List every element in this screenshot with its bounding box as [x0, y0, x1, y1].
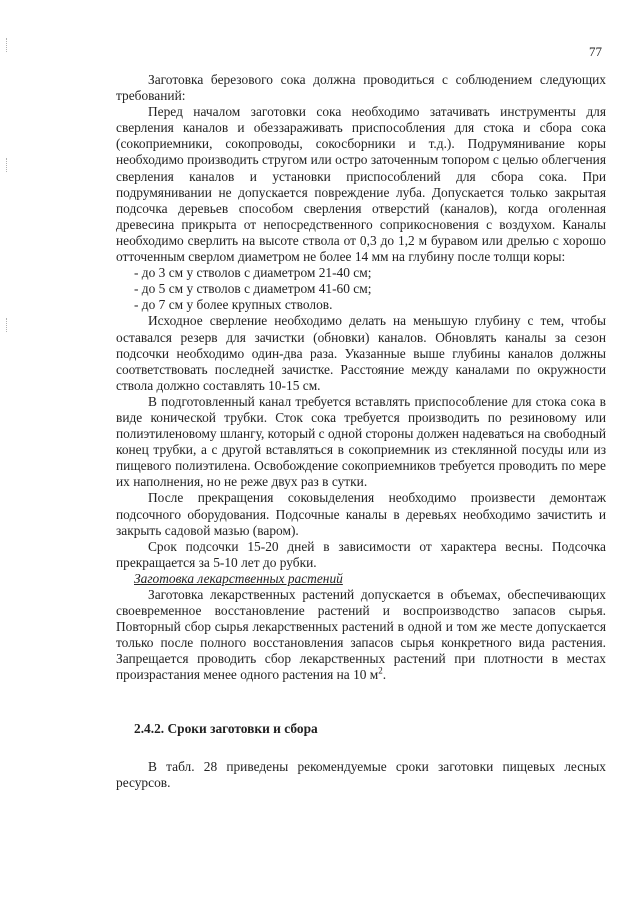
list-item: - до 5 см у стволов с диаметром 41-60 см; — [134, 281, 372, 297]
table-reference-paragraph: В табл. 28 приведены рекомендуемые сроки заготовки пищевых лесных ресурсов. — [116, 759, 606, 791]
medicinal-plants-paragraph — [116, 587, 606, 684]
section-heading: 2.4.2. Сроки заготовки и сбора — [134, 721, 318, 736]
medicinal-plants-subheading: Заготовка лекарственных растений — [134, 570, 343, 586]
dismantling-paragraph: После прекращения соковыделения необходимо произвести демонтаж подсочного оборудования. Подсочные каналы в деревьях необходимо зачистить и закрыть садовой мазью (варом). — [116, 490, 606, 538]
paragraph-text: Заготовка лекарственных растений допускается в объемах, обеспечивающих своевременное восстановление растений и воспроизводство запасов сырья. Повторный сбор сырья лекарственных растений в одной и том же месте допускается только после полного восстановления запасов сырья конкретного вида растения. Запрещается проводить сбор лекарственных растений при плотности в местах произрастания менее одного растения на 10 м — [116, 587, 606, 683]
list-item: - до 3 см у стволов с диаметром 21-40 см; — [134, 265, 372, 281]
list-item: - до 7 см у более крупных стволов. — [134, 297, 333, 313]
page-number: 77 — [589, 44, 602, 59]
section-body — [116, 759, 606, 791]
tapping-requirements-paragraph: Перед началом заготовки сока необходимо затачивать инструменты для сверления каналов и обеззараживать приспособления для стока и сбора сока (сокоприемники, сокопроводы, сокосборники и т.д.). Подрумянивание коры необходимо производить стругом или остро заточенным топором с целью облегчения сверления каналов и установки приспособлений для сбора сока. При подрумянивании не допускается повреждение луба. Допускается только закрытая подсочка деревьев способом сверления отверстий (каналов), когда оголенная древесина прикрыта от непосредственного соприкосновения с воздухом. Каналы необходимо сверлить на высоте ствола от 0,3 до 1,2 м буравом или дрелью с хорошо отточенным сверлом диаметром не более 14 мм на глубину после толщи коры: — [116, 104, 606, 265]
drilling-paragraph: Исходное сверление необходимо делать на меньшую глубину с тем, чтобы оставался резерв для зачистки (обновки) каналов. Обновлять каналы за сезон подсочки необходимо один-два раза. Указанные выше глубины каналов должны соответствовать последней зачистке. Расстояние между каналами по окружности ствола должно составлять 10-15 см. — [116, 313, 606, 393]
scan-margin-mark — [6, 38, 10, 52]
body-text — [116, 72, 606, 684]
paragraph-end: . — [382, 667, 387, 683]
tapping-term-paragraph: Срок подсочки 15-20 дней в зависимости от характера весны. Подсочка прекращается за 5-10 лет до рубки. — [116, 538, 606, 570]
section-block — [116, 721, 606, 737]
sap-collection-paragraph: В подготовленный канал требуется вставлять приспособление для стока сока в виде конической трубки. Сток сока требуется производить по резиновому или полиэтиленовому шлангу, который с одной стороны должен надеваться на свободный конец трубки, а с другой вставляться в сокоприемник из стеклянной посуды или из пищевого полиэтилена. Освобождение сокоприемников требуется проводить по мере их наполнения, но не реже двух раз в сутки. — [116, 393, 606, 490]
intro-paragraph: Заготовка березового сока должна проводиться с соблюдением следующих требований: — [116, 72, 606, 104]
channel-depth-list — [116, 265, 606, 313]
superscript: 2 — [378, 666, 383, 676]
scan-margin-mark — [6, 158, 10, 172]
scan-margin-mark — [6, 318, 10, 332]
